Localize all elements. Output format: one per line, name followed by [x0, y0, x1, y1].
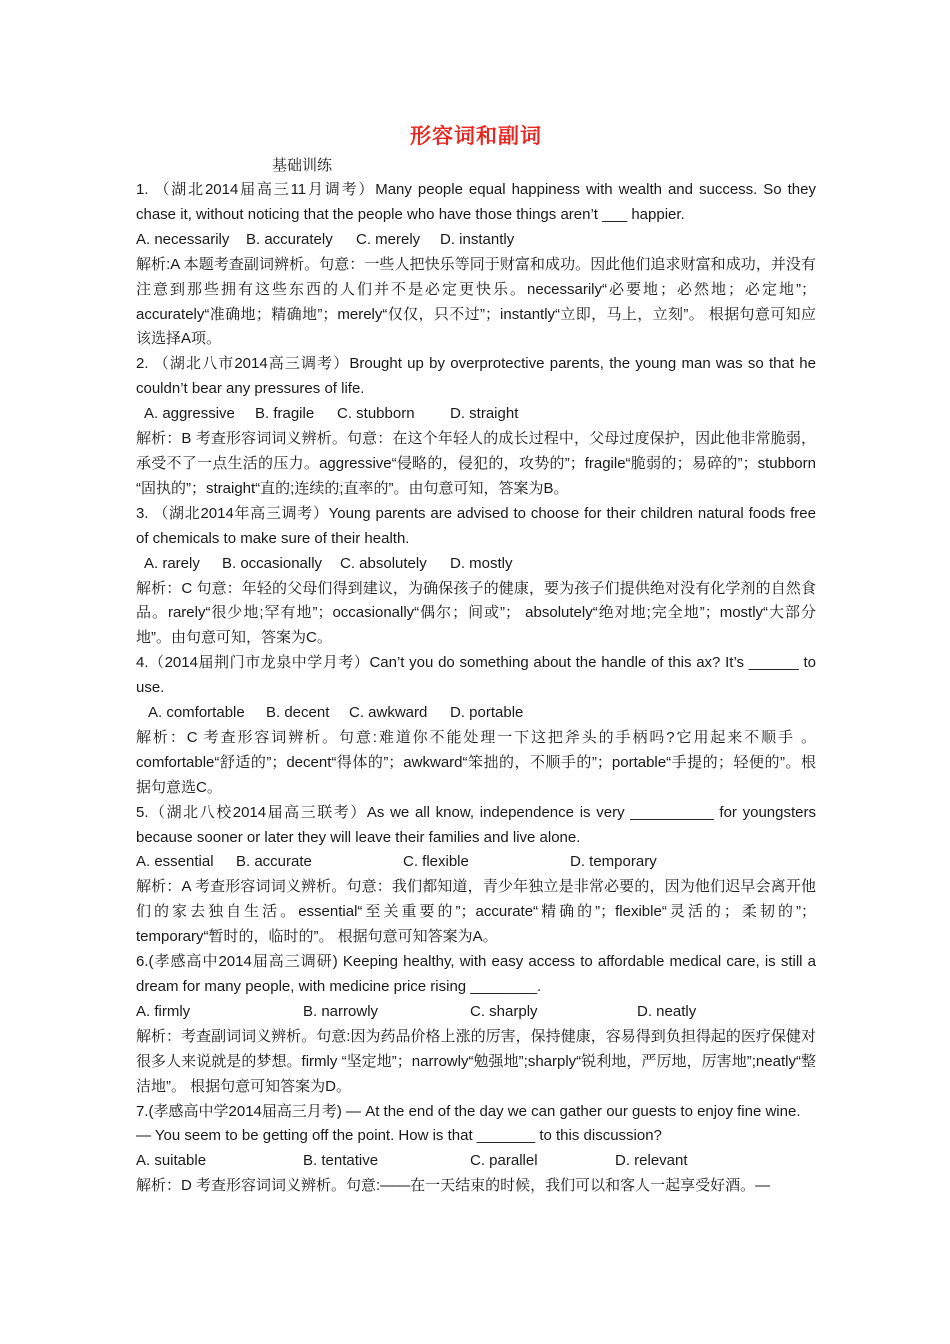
option-c: C. parallel: [470, 1152, 538, 1170]
question-2-options: [136, 402, 816, 427]
option-a: A. necessarily: [136, 230, 230, 248]
option-c: C. stubborn: [337, 405, 415, 423]
question-3-explanation: 解析：C 句意：年轻的父母们得到建议，为确保孩子的健康，要为孩子们提供绝对没有化学剂的自然食品。rarely“很少地;罕有地”；occasionally“偶尔；间或”； absolutely“绝对地;完全地”；mostly“大部分地”。由句意可知，答案为C。: [136, 579, 816, 647]
question-4: 4.（2014届荆门市龙泉中学月考）Can’t you do something about the handle of this ax? It’s ______ to use.: [136, 654, 816, 697]
option-c: C. sharply: [470, 1002, 538, 1020]
question-7: 7.(孝感高中学2014届高三月考) — At the end of the day we can gather our guests to enjoy fine wine.: [136, 1102, 801, 1120]
option-a: A. firmly: [136, 1002, 191, 1020]
option-b: B. accurate: [236, 853, 312, 871]
question-3: 3. （湖北2014年高三调考）Young parents are advised to choose for their children natural foods free of chemicals to make sure of their health.: [136, 504, 816, 547]
question-5-explanation: 解析：A 考查形容词词义辨析。句意：我们都知道，青少年独立是非常必要的，因为他们迟早会离开他们的家去独自生活。essential“至关重要的”；accurate“精确的”；flexible“灵活的；柔韧的”；temporary“暂时的，临时的”。 根据句意可知答案为A。: [136, 878, 816, 946]
option-d: D. mostly: [450, 554, 513, 572]
option-b: B. tentative: [303, 1152, 379, 1170]
option-d: D. relevant: [615, 1152, 688, 1170]
question-7-options: [136, 1149, 816, 1174]
option-a: A. suitable: [136, 1152, 207, 1170]
option-d: D. portable: [450, 704, 524, 722]
question-3-options: [136, 552, 816, 577]
question-5: 5.（湖北八校2014届高三联考）As we all know, independence is very __________ for youngsters because sooner or later they will leave their families and live alone.: [136, 803, 816, 846]
question-2: 2. （湖北八市2014高三调考）Brought up by overprotective parents, the young man was so that he couldn’t bear any pressures of life.: [136, 355, 816, 398]
option-a: A. essential: [136, 853, 214, 871]
question-7-explanation: 解析：D 考查形容词词义辨析。句意:——在一天结束的时候，我们可以和客人一起享受好酒。—: [136, 1177, 771, 1195]
option-b: B. narrowly: [303, 1002, 379, 1020]
question-1: 1. （湖北2014届高三11月调考）Many people equal happiness with wealth and success. So they chase it, without noticing that the people who have those things aren’t ___ happier.: [136, 181, 816, 223]
option-a: A. comfortable: [148, 704, 245, 722]
option-b: B. decent: [266, 704, 330, 722]
question-6-explanation: 解析：考查副词词义辨析。句意:因为药品价格上涨的厉害，保持健康，容易得到负担得起的医疗保健对很多人来说就是的梦想。firmly “坚定地”；narrowly“勉强地”;sharply“锐利地，严厉地，厉害地”;neatly“整洁地”。 根据句意可知答案为D。: [136, 1027, 816, 1095]
section-subtitle: 基础训练: [272, 157, 333, 174]
question-6-options: [136, 1000, 816, 1025]
option-c: C. absolutely: [340, 554, 427, 572]
document-page: [136, 120, 816, 1199]
option-b: B. accurately: [246, 230, 333, 248]
question-2-explanation: 解析：B 考查形容词词义辨析。句意：在这个年轻人的成长过程中，父母过度保护，因此他非常脆弱，承受不了一点生活的压力。aggressive“侵略的，侵犯的，攻势的”；fragile“脆弱的；易碎的”；stubborn “固执的”；straight“直的;连续的;直率的”。由句意可知，答案为B。: [136, 430, 816, 497]
question-5-options: [136, 850, 816, 875]
question-1-explanation: 解析:A 本题考查副词辨析。句意：一些人把快乐等同于财富和成功。因此他们追求财富和成功，并没有注意到那些拥有这些东西的人们并不是必定更快乐。necessarily“必要地；必然地；必定地”；accurately“准确地；精确地”；merely“仅仅，只不过”；instantly“立即，马上，立刻”。 根据句意可知应该选择A项。: [136, 255, 816, 348]
option-b: B. fragile: [255, 405, 315, 423]
option-c: C. awkward: [349, 704, 428, 722]
option-a: A. aggressive: [144, 405, 235, 423]
option-b: B. occasionally: [222, 554, 323, 572]
option-d: D. straight: [450, 405, 519, 423]
question-4-explanation: 解析：C 考查形容词辨析。句意:难道你不能处理一下这把斧头的手柄吗?它用起来不顺手 。comfortable“舒适的”；decent“得体的”；awkward“笨拙的，不顺手的”；portable“手提的；轻便的”。根据句意选C。: [136, 728, 816, 796]
option-d: D. instantly: [440, 230, 515, 248]
question-1-options: [136, 228, 816, 253]
option-a: A. rarely: [144, 554, 200, 572]
question-7-reply: — You seem to be getting off the point. How is that _______ to this discussion?: [136, 1127, 662, 1145]
question-4-options: [136, 701, 816, 726]
option-c: C. flexible: [403, 853, 469, 871]
page-title: 形容词和副词: [410, 124, 542, 148]
option-d: D. temporary: [570, 853, 657, 871]
option-d: D. neatly: [637, 1002, 697, 1020]
option-c: C. merely: [356, 230, 421, 248]
question-6: 6.(孝感高中2014届高三调研) Keeping healthy, with easy access to affordable medical care, is still a dream for many people, with medicine price rising ________.: [136, 953, 816, 995]
